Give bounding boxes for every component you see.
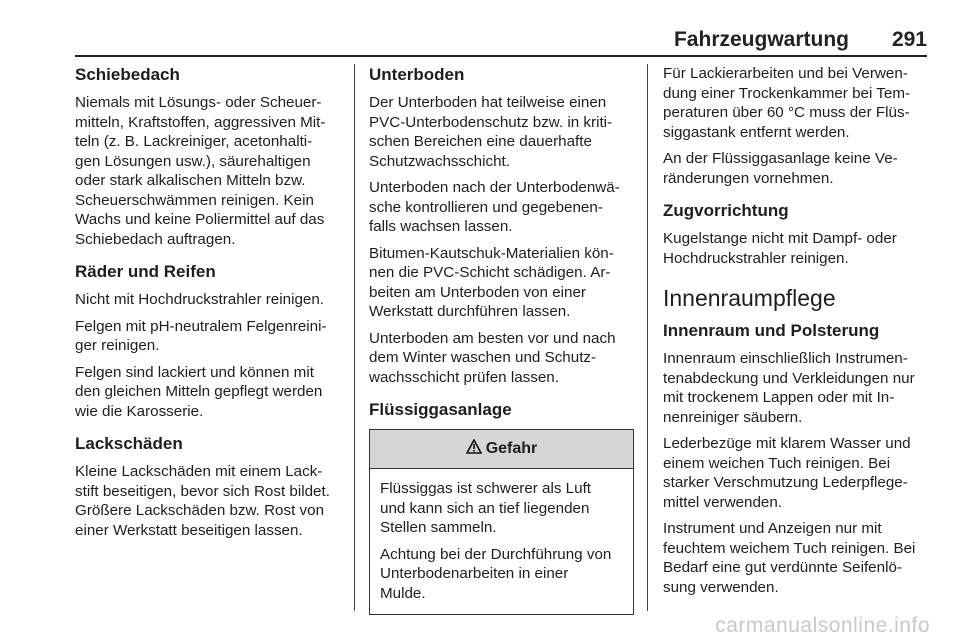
warning-triangle-icon (466, 439, 482, 460)
paragraph-unterboden-1: Der Unterboden hat teilweise einen PVC-Unterbodenschutz bzw. in kriti- schen Bereichen eine dauerhafte Schutzwachsschicht. (369, 94, 613, 170)
header-rule (75, 55, 927, 57)
heading-schiebedach: Schiebedach (75, 65, 180, 84)
paragraph-innenraum-2: Lederbezüge mit klarem Wasser und einem weichen Tuch reinigen. Bei starker Verschmutzung Lederpflege- mittel verwenden. (663, 435, 911, 511)
heading-fluessiggasanlage: Flüssiggasanlage (369, 400, 512, 419)
paragraph-fluessiggasanlage: An der Flüssiggasanlage keine Ve- ränderungen vornehmen. (663, 150, 898, 187)
paragraph-raeder-3: Felgen sind lackiert und können mit den gleichen Mitteln gepflegt werden wie die Karosserie. (75, 363, 323, 420)
column-1 (75, 64, 347, 547)
paragraph-lackschaeden: Kleine Lackschäden mit einem Lack- stift beseitigen, bevor sich Rost bildet. Größere Lackschäden bzw. Rost von einer Werkstatt beseitigen lassen. (75, 463, 330, 539)
warning-header (370, 430, 633, 469)
warning-paragraph-2: Achtung bei der Durchführung von Unterbodenarbeiten in einer Mulde. (380, 545, 612, 602)
heading-innenraumpflege: Innenraumpflege (663, 285, 836, 311)
paragraph-unterboden-4: Unterboden am besten vor und nach dem Winter waschen und Schutz- wachsschicht prüfen lassen. (369, 329, 616, 386)
paragraph-raeder-1: Nicht mit Hochdruckstrahler reinigen. (75, 291, 324, 308)
heading-zugvorrichtung: Zugvorrichtung (663, 201, 789, 220)
column-divider-1 (354, 64, 355, 611)
page-header (75, 26, 927, 52)
column-3 (663, 64, 929, 604)
heading-raeder: Räder und Reifen (75, 262, 216, 281)
heading-lackschaeden: Lackschäden (75, 434, 183, 453)
paragraph-unterboden-2: Unterboden nach der Unterbodenwä- sche kontrollieren und gegebenen- falls wachsen lassen. (369, 179, 620, 235)
watermark-footer: carmanualsonline.info (715, 614, 930, 637)
heading-innenraum-polsterung: Innenraum und Polsterung (663, 321, 880, 340)
page-number: 291 (891, 28, 927, 51)
heading-unterboden: Unterboden (369, 65, 465, 84)
warning-box (369, 429, 634, 615)
warning-body (370, 469, 633, 614)
paragraph-raeder-2: Felgen mit pH-neutralem Felgenreini- ger reinigen. (75, 317, 327, 354)
column-divider-2 (647, 64, 648, 611)
warning-title: Gefahr (485, 440, 538, 458)
paragraph-lackierarbeiten: Für Lackierarbeiten und bei Verwen- dung einer Trockenkammer bei Tem- peraturen über 60 °C muss der Flüs- siggastank entfernt werden. (663, 65, 911, 141)
column-2 (369, 64, 634, 615)
warning-paragraph-1: Flüssiggas ist schwerer als Luft und kann sich an tief liegenden Stellen sammeln. (380, 480, 592, 536)
paragraph-innenraum-3: Instrument und Anzeigen nur mit feuchtem weichem Tuch reinigen. Bei Bedarf eine gut verdünnte Seifenlö- sung verwenden. (663, 520, 916, 596)
chapter-title: Fahrzeugwartung (673, 28, 849, 51)
paragraph-unterboden-3: Bitumen-Kautschuk-Materialien kön- nen die PVC-Schicht schädigen. Ar- beiten am Unterboden von einer Werkstatt durchführen lassen. (369, 244, 614, 320)
paragraph-zugvorrichtung: Kugelstange nicht mit Dampf- oder Hochdruckstrahler reinigen. (663, 230, 897, 267)
paragraph-innenraum-1: Innenraum einschließlich Instrumen- tenabdeckung und Verkleidungen nur mit trockenem Lappen oder mit In- nenreiniger säubern. (663, 350, 915, 426)
paragraph-schiebedach: Niemals mit Lösungs- oder Scheuer- mitteln, Kraftstoffen, aggressiven Mit- teln (z. B. Lackreiniger, acetonhalti- gen Lösungen usw.), säurehaltigen oder stark alkalischen Mitteln bzw. Scheuerschwämmen reinigen. Kein Wachs und keine Poliermittel auf das Schiebedach auftragen. (75, 94, 326, 248)
